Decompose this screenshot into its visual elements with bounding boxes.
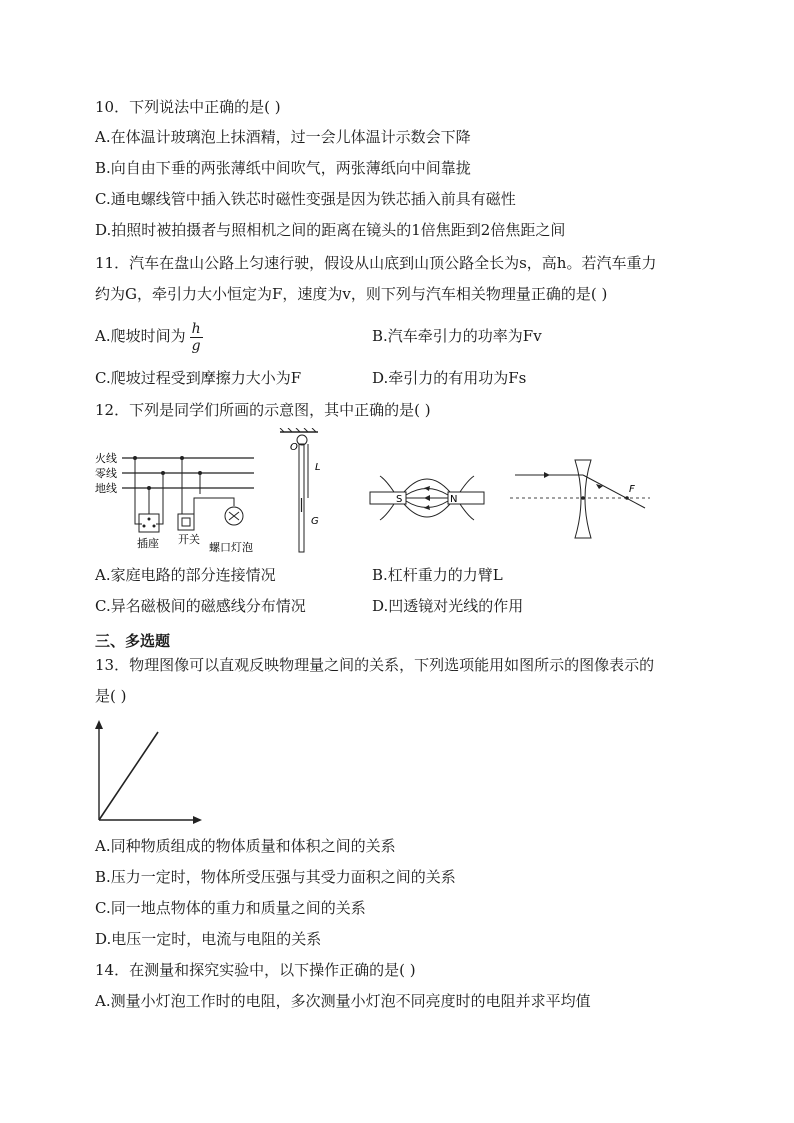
q12-option-d: D.凹透镜对光线的作用 <box>372 597 524 615</box>
q11-option-b: B.汽车牵引力的功率为Fv <box>372 327 542 345</box>
magnet-field-diagram <box>368 462 488 534</box>
ground-wire-label: 地线 <box>95 482 117 495</box>
q13-option-a: A.同种物质组成的物体质量和体积之间的关系 <box>95 837 396 855</box>
q13-option-d: D.电压一定时，电流与电阻的关系 <box>95 930 322 948</box>
q13-option-c: C.同一地点物体的重力和质量之间的关系 <box>95 899 366 917</box>
q11-stem-line1: 11．汽车在盘山公路上匀速行驶，假设从山底到山顶公路全长为s，高h。若汽车重力 <box>95 254 657 272</box>
neutral-wire-label: 零线 <box>95 467 117 480</box>
lever-diagram <box>278 428 328 558</box>
bulb-label: 螺口灯泡 <box>209 541 253 554</box>
household-circuit-diagram <box>92 446 262 556</box>
socket-symbol <box>139 514 159 532</box>
q12-stem: 12．下列是同学们所画的示意图，其中正确的是( ) <box>95 401 431 419</box>
q11-fraction-denominator: g <box>191 337 201 354</box>
q10-option-c: C.通电螺线管中插入铁芯时磁性变强是因为铁芯插入前具有磁性 <box>95 190 516 208</box>
q11-fraction <box>190 321 203 354</box>
gravity-label: G <box>311 516 319 527</box>
q10-option-d: D.拍照时被拍摄者与照相机之间的距离在镜头的1倍焦距到2倍焦距之间 <box>95 221 566 239</box>
q12-option-c: C.异名磁极间的磁感线分布情况 <box>95 597 306 615</box>
north-pole-label: N <box>450 494 458 505</box>
q13-stem-line2: 是( ) <box>95 687 127 705</box>
q11-option-a-prefix: A.爬坡时间为 <box>95 327 186 345</box>
q12-option-a: A.家庭电路的部分连接情况 <box>95 566 276 584</box>
q11-fraction-numerator: h <box>191 320 201 337</box>
q11-option-d: D.牵引力的有用功为Fs <box>372 369 527 387</box>
concave-lens-diagram <box>505 458 655 542</box>
q10-option-b: B.向自由下垂的两张薄纸中间吹气，两张薄纸向中间靠拢 <box>95 159 471 177</box>
proportional-graph <box>92 718 204 824</box>
socket-label: 插座 <box>137 537 159 550</box>
proportional-line <box>99 732 158 820</box>
q12-option-b: B.杠杆重力的力臂L <box>372 566 503 584</box>
q13-option-b: B.压力一定时，物体所受压强与其受力面积之间的关系 <box>95 868 456 886</box>
q13-stem-line1: 13．物理图像可以直观反映物理量之间的关系，下列选项能用如图所示的图像表示的 <box>95 656 655 674</box>
section-heading: 三、多选题 <box>95 632 171 650</box>
arm-label: L <box>315 462 321 473</box>
switch-symbol <box>178 514 194 530</box>
south-pole-label: S <box>396 494 403 505</box>
pivot-label: O <box>290 442 298 453</box>
q10-option-a: A.在体温计玻璃泡上抹酒精，过一会儿体温计示数会下降 <box>95 128 471 146</box>
q10-stem: 10．下列说法中正确的是( ) <box>95 98 281 116</box>
q11-option-c: C.爬坡过程受到摩擦力大小为F <box>95 369 302 387</box>
live-wire-label: 火线 <box>95 452 117 465</box>
switch-label: 开关 <box>178 533 200 546</box>
q11-option-a <box>95 318 203 354</box>
q14-stem: 14．在测量和探究实验中，以下操作正确的是( ) <box>95 961 416 979</box>
q14-option-a: A.测量小灯泡工作时的电阻，多次测量小灯泡不同亮度时的电阻并求平均值 <box>95 992 591 1010</box>
q11-stem-line2: 约为G，牵引力大小恒定为F，速度为v，则下列与汽车相关物理量正确的是( ) <box>95 285 608 303</box>
focus-label: F <box>629 484 635 495</box>
